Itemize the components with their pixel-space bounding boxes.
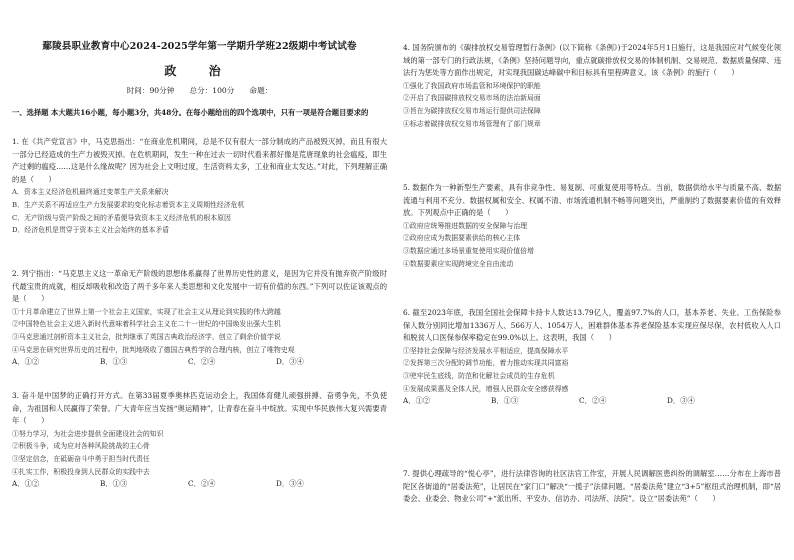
q2-answers	[12, 356, 387, 369]
section-heading: 一、选择题 本大题共16小题，每小题3分，共48分。在每小题给出的四个选项中，只有一项是符合题目要求的	[12, 108, 369, 117]
q6-item-3: ③兜牢民生底线，防范和化解社会成员的生存危机	[403, 371, 555, 380]
q6-answer-a[interactable]: A．①②	[403, 396, 431, 406]
q2-item-3: ③马克思通过剖析资本主义社会，批判继承了英国古典政治经济学，创立了剩余价值学说	[12, 332, 281, 341]
q6-item-4: ④发展成果惠及全体人民，增强人民群众安全感获得感	[403, 384, 569, 393]
q6-answers	[403, 395, 781, 408]
q2-item-2: ②中国特色社会主义进入新时代意味着科学社会主义在二十一世纪的中国焕发出强大生机	[12, 320, 281, 329]
q3-answer-c[interactable]: C．②④	[188, 479, 216, 489]
q3-answer-a[interactable]: A．①②	[12, 479, 40, 489]
q2-item-1: ①十月革命建立了世界上第一个社会主义国家，实现了社会主义从理论到实践的伟大跨越	[12, 307, 281, 316]
question-1-stem: 1. 在《共产党宣言》中，马克思指出：“在商业危机期间，总是不仅有很大一部分制成的产品被毁灭掉，而且有很大一部分已经造成的生产力被毁灭掉。在危机期间，发生一种在过去一切时代看来都好像是荒唐现象的社会瘟疫，即生产过剩的瘟疫……这是什么缘故呢？因为社会上文明过度，生活资料太多，工业和商业太发达。”对此，下列理解正确的是（ ）	[12, 137, 387, 184]
q2-answer-b[interactable]: B．①③	[100, 357, 128, 367]
q3-answers	[12, 478, 387, 491]
q6-answer-b[interactable]: B．①③	[491, 396, 519, 406]
q5-item-3: ③数据应通过多场景重复使用实现价值倍增	[403, 246, 534, 255]
question-5-stem: 5. 数据作为一种新型生产要素，具有非竞争性、易复制、可重复使用等特点。当前，数据供给水平与质量不高、数据流通与利用不充分、数据权属和安全、权属不清、市场流通机制不畅等问题突出，严重制约了数据要素价值的有效释放。下列观点中正确的是（ ）	[403, 183, 781, 218]
q5-item-4: ④数据要素应实现跨境完全自由流动	[403, 259, 514, 268]
q3-answer-b[interactable]: B．①③	[100, 479, 128, 489]
question-7	[403, 468, 781, 506]
question-4-stem: 4. 国务院颁布的《碳排放权交易管理暂行条例》(以下简称《条例》)于2024年5月1日施行，这是我国应对气候变化领域的第一部专门的行政法规，《条例》坚持问题导向，重点就碳排放权交易的体制机制、交易规范、数据质量保障、违法行为惩处等方面作出规定，对实现我国碳达峰碳中和目标具有里程碑意义。该《条例》的施行（ ）	[403, 43, 781, 78]
q4-item-1: ①强化了我国政府市场监管和环境保护的职能	[403, 81, 541, 90]
exam-header	[12, 38, 387, 96]
q4-item-3: ③旨在为碳排放权交易市场运行提供司法保障	[403, 106, 541, 115]
exam-meta: 时间：90分钟 总分：100分 命题：	[126, 86, 273, 95]
q3-item-1: ①努力学习，为社会进步提供全面建设社会的知识	[12, 429, 164, 438]
q6-answer-d[interactable]: D．③④	[667, 396, 695, 406]
question-1	[12, 136, 387, 237]
exam-title: 鄢陵县职业教育中心2024-2025学年第一学期升学班22级期中考试试卷	[42, 41, 357, 52]
question-6	[403, 307, 781, 408]
question-7-stem: 7. 提供心理疏导的“悦心亭”，进行法律咨询的社区法官工作室，开展人民调解医患纠纷的调解室……分布在上海市普陀区各街道的“居委法苑”，让居民在“家门口”解决“一揽子”法律问题。“居委法苑”建立“3+5”枢纽式治理机制，即“居委会、业委会、物业公司”+“派出所、平安办、信访办、司法所、法院”。设立“居委法苑”（ ）	[403, 469, 781, 504]
subject-title: 政 治	[164, 64, 235, 78]
q5-item-2: ②政府应成为数据要素供给的核心主体	[403, 234, 521, 243]
q3-item-2: ②积极斗争，成为应对各种风险挑战的主心骨	[12, 442, 150, 451]
question-3-stem: 3. 奋斗是中国梦的正确打开方式。在第33届夏季奥林匹克运动会上，我国体育健儿顽强拼搏、奋勇争先，不负使命，为祖国和人民赢得了荣誉。广大青年应当发扬“奥运精神”，让青春在奋斗中绽放。实现中华民族伟大复兴需要青年（ ）	[12, 391, 387, 426]
q2-answer-a[interactable]: A．①②	[12, 357, 40, 367]
q2-item-4: ④马克思在研究世界历史的过程中，批判地吸收了德国古典哲学的合理内核，创立了唯物史观	[12, 345, 295, 354]
q2-answer-c[interactable]: C．②④	[188, 357, 216, 367]
q2-answer-d[interactable]: D．③④	[276, 357, 304, 367]
question-2	[12, 268, 387, 369]
q5-item-1: ①政府应统筹推进数据的安全保障与治理	[403, 221, 528, 230]
q1-option-d[interactable]: D．经济危机是贯穿于资本主义社会始终的基本矛盾	[12, 226, 170, 235]
question-5	[403, 182, 781, 270]
q6-item-2: ②发挥第三次分配的调节功能，着力推动实现共同富裕	[403, 359, 569, 368]
q4-item-4: ④标志着碳排放权交易市场管理有了部门规章	[403, 119, 541, 128]
question-6-stem: 6. 截至2023年底，我国全国社会保障卡持卡人数达13.79亿人，覆盖97.7%的人口，基本养老、失业、工伤保险参保人数分别同比增加1336万人、566万人、1054万人，困难群体基本养老保险基本实现应保尽保，农村低收入人口和脱贫人口医保参保率稳定在99.0%以上。这表明，我国（ ）	[403, 308, 781, 343]
question-3	[12, 390, 387, 491]
q6-item-1: ①坚持社会保障与经济发展水平相适应，提高保障水平	[403, 346, 569, 355]
question-4	[403, 42, 781, 130]
q3-item-4: ④扎实工作，积极投身到人民群众的实践中去	[12, 467, 150, 476]
q3-answer-d[interactable]: D．③④	[276, 479, 304, 489]
q3-item-3: ③坚定信念，在砥砺奋斗中勇于担当时代责任	[12, 454, 150, 463]
q4-item-2: ②开启了我国碳排放权交易市场的法治新局面	[403, 94, 541, 103]
q6-answer-c[interactable]: C．②④	[579, 396, 607, 406]
q1-option-b[interactable]: B．生产关系不再适应生产力发展要求的变化标志着资本主义周期性经济危机	[12, 200, 245, 209]
q1-option-a[interactable]: A．资本主义经济危机最终通过变革生产关系来解决	[12, 188, 169, 197]
q1-option-c[interactable]: C．无产阶级与资产阶级之间的矛盾便导致资本主义经济危机的根本原因	[12, 213, 231, 222]
question-2-stem: 2. 列宁指出：“马克思主义这一革命无产阶级的思想体系赢得了世界历史性的意义，是因为它并没有抛弃资产阶级时代最宝贵的成就，相反却吸收和改造了两千多年来人类思想和文化发展中一切有价值的东西。”下列可以佐证该观点的是（ ）	[12, 269, 387, 304]
